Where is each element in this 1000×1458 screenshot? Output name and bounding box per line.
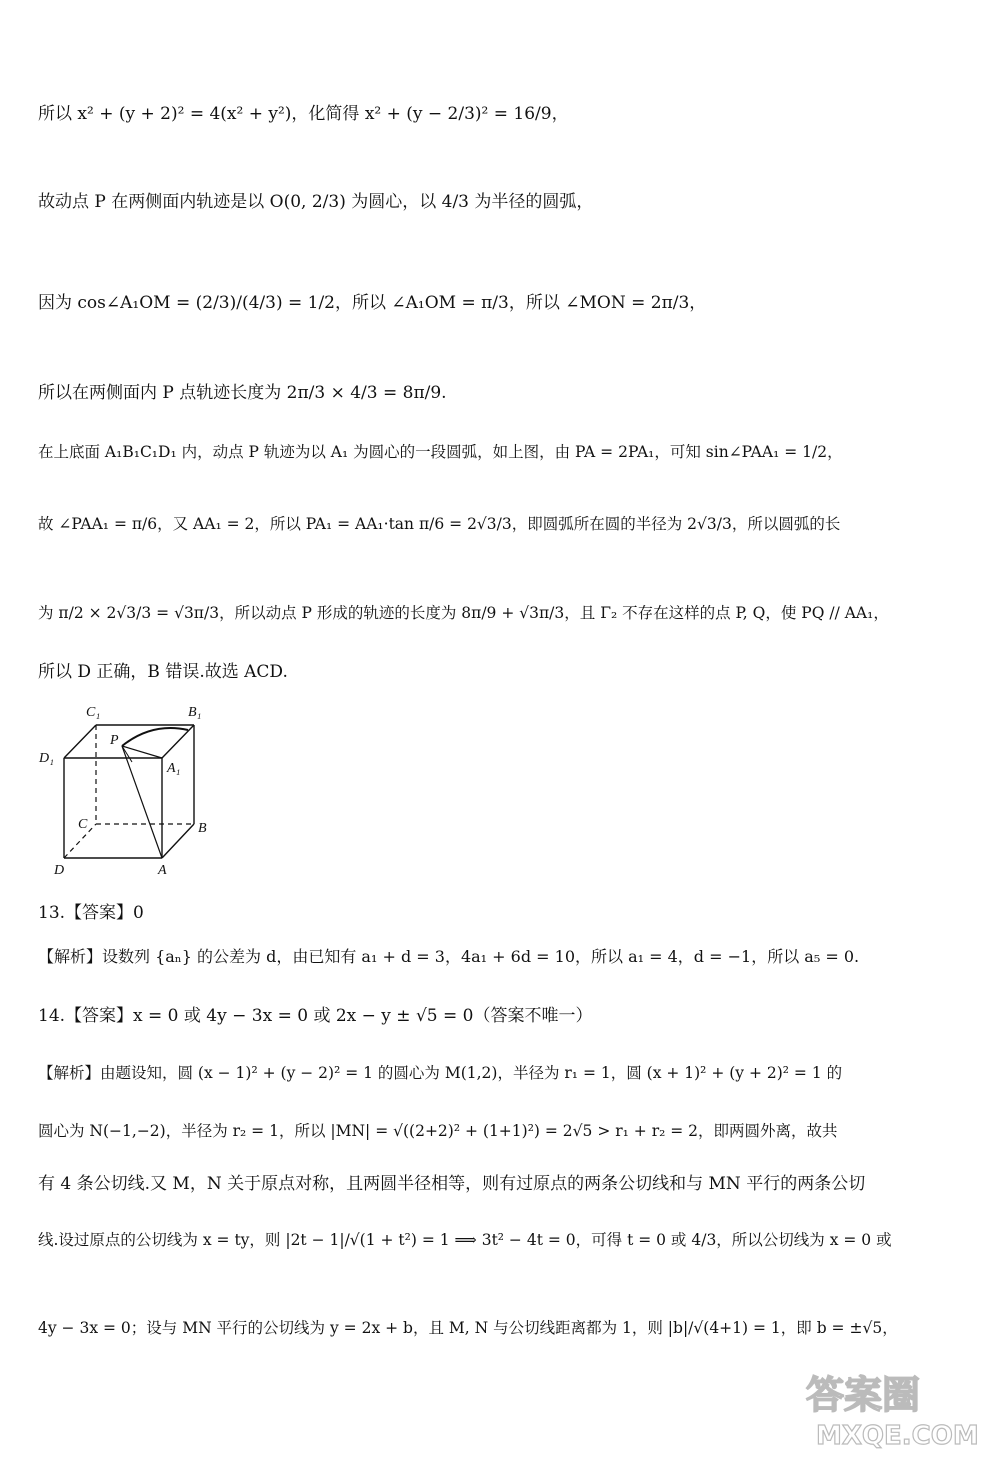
line-11: 14.【答案】x = 0 或 4y − 3x = 0 或 2x − y ± √5 = 0（答案不唯一） xyxy=(38,1005,593,1026)
line-13: 圆心为 N(−1,−2)，半径为 r₂ = 1，所以 |MN| = √((2+2)² + (1+1)²) = 2√5 > r₁ + r₂ = 2，即两圆外离，故共 xyxy=(38,1122,838,1140)
svg-text:MXQE.COM: MXQE.COM xyxy=(816,1421,979,1451)
label-a: A xyxy=(158,863,167,878)
line-5: 在上底面 A₁B₁C₁D₁ 内，动点 P 轨迹为以 A₁ 为圆心的一段圆弧，如上图，由 PA = 2PA₁，可知 sin∠PAA₁ = 1/2， xyxy=(38,443,843,461)
line-3: 因为 cos∠A₁OM = (2/3)/(4/3) = 1/2，所以 ∠A₁OM = π/3，所以 ∠MON = 2π/3， xyxy=(38,292,707,313)
svg-text:答案圈: 答案圈 xyxy=(806,1373,921,1417)
line-10: 【解析】设数列 {aₙ} 的公差为 d，由已知有 a₁ + d = 3，4a₁ + 6d = 10，所以 a₁ = 4，d = −1，所以 a₅ = 0. xyxy=(38,946,860,966)
line-4: 所以在两侧面内 P 点轨迹长度为 2π/3 × 4/3 = 8π/9. xyxy=(38,382,447,403)
label-b1: B₁ xyxy=(188,705,202,720)
label-d1: D₁ xyxy=(39,751,54,766)
line-7: 为 π/2 × 2√3/3 = √3π/3，所以动点 P 形成的轨迹的长度为 8π/9 + √3π/3，且 Γ₂ 不存在这样的点 P, Q，使 PQ // AA₁， xyxy=(38,604,889,622)
line-2: 故动点 P 在两侧面内轨迹是以 O(0, 2/3) 为圆心，以 4/3 为半径的圆弧， xyxy=(38,191,594,212)
line-8: 所以 D 正确，B 错误.故选 ACD. xyxy=(38,661,288,682)
label-b: B xyxy=(198,821,207,836)
label-d: D xyxy=(54,863,65,878)
line-9: 13.【答案】0 xyxy=(38,902,144,923)
label-a1: A₁ xyxy=(167,761,181,776)
label-c: C xyxy=(78,817,88,832)
label-p: P xyxy=(110,733,119,748)
cube-figure xyxy=(34,700,224,880)
line-14: 有 4 条公切线.又 M，N 关于原点对称，且两圆半径相等，则有过原点的两条公切线和与 MN 平行的两条公切 xyxy=(38,1173,866,1194)
line-6: 故 ∠PAA₁ = π/6，又 AA₁ = 2，所以 PA₁ = AA₁·tan π/6 = 2√3/3，即圆弧所在圆的半径为 2√3/3，所以圆弧的长 xyxy=(38,515,841,533)
line-16: 4y − 3x = 0；设与 MN 平行的公切线为 y = 2x + b，且 M, N 与公切线距离都为 1，则 |b|/√(4+1) = 1，即 b = ±√5， xyxy=(38,1319,898,1337)
watermark-logo xyxy=(786,1364,986,1452)
label-c1: C₁ xyxy=(86,705,101,720)
line-1: 所以 x² + (y + 2)² = 4(x² + y²)，化简得 x² + (y − 2/3)² = 16/9， xyxy=(38,103,569,124)
line-15: 线.设过原点的公切线为 x = ty，则 |2t − 1|/√(1 + t²) = 1 ⟹ 3t² − 4t = 0，可得 t = 0 或 4/3，所以公切线为 x = 0 或 xyxy=(38,1231,892,1249)
line-12: 【解析】由题设知，圆 (x − 1)² + (y − 2)² = 1 的圆心为 M(1,2)，半径为 r₁ = 1，圆 (x + 1)² + (y + 2)² = 1 的 xyxy=(38,1064,843,1082)
